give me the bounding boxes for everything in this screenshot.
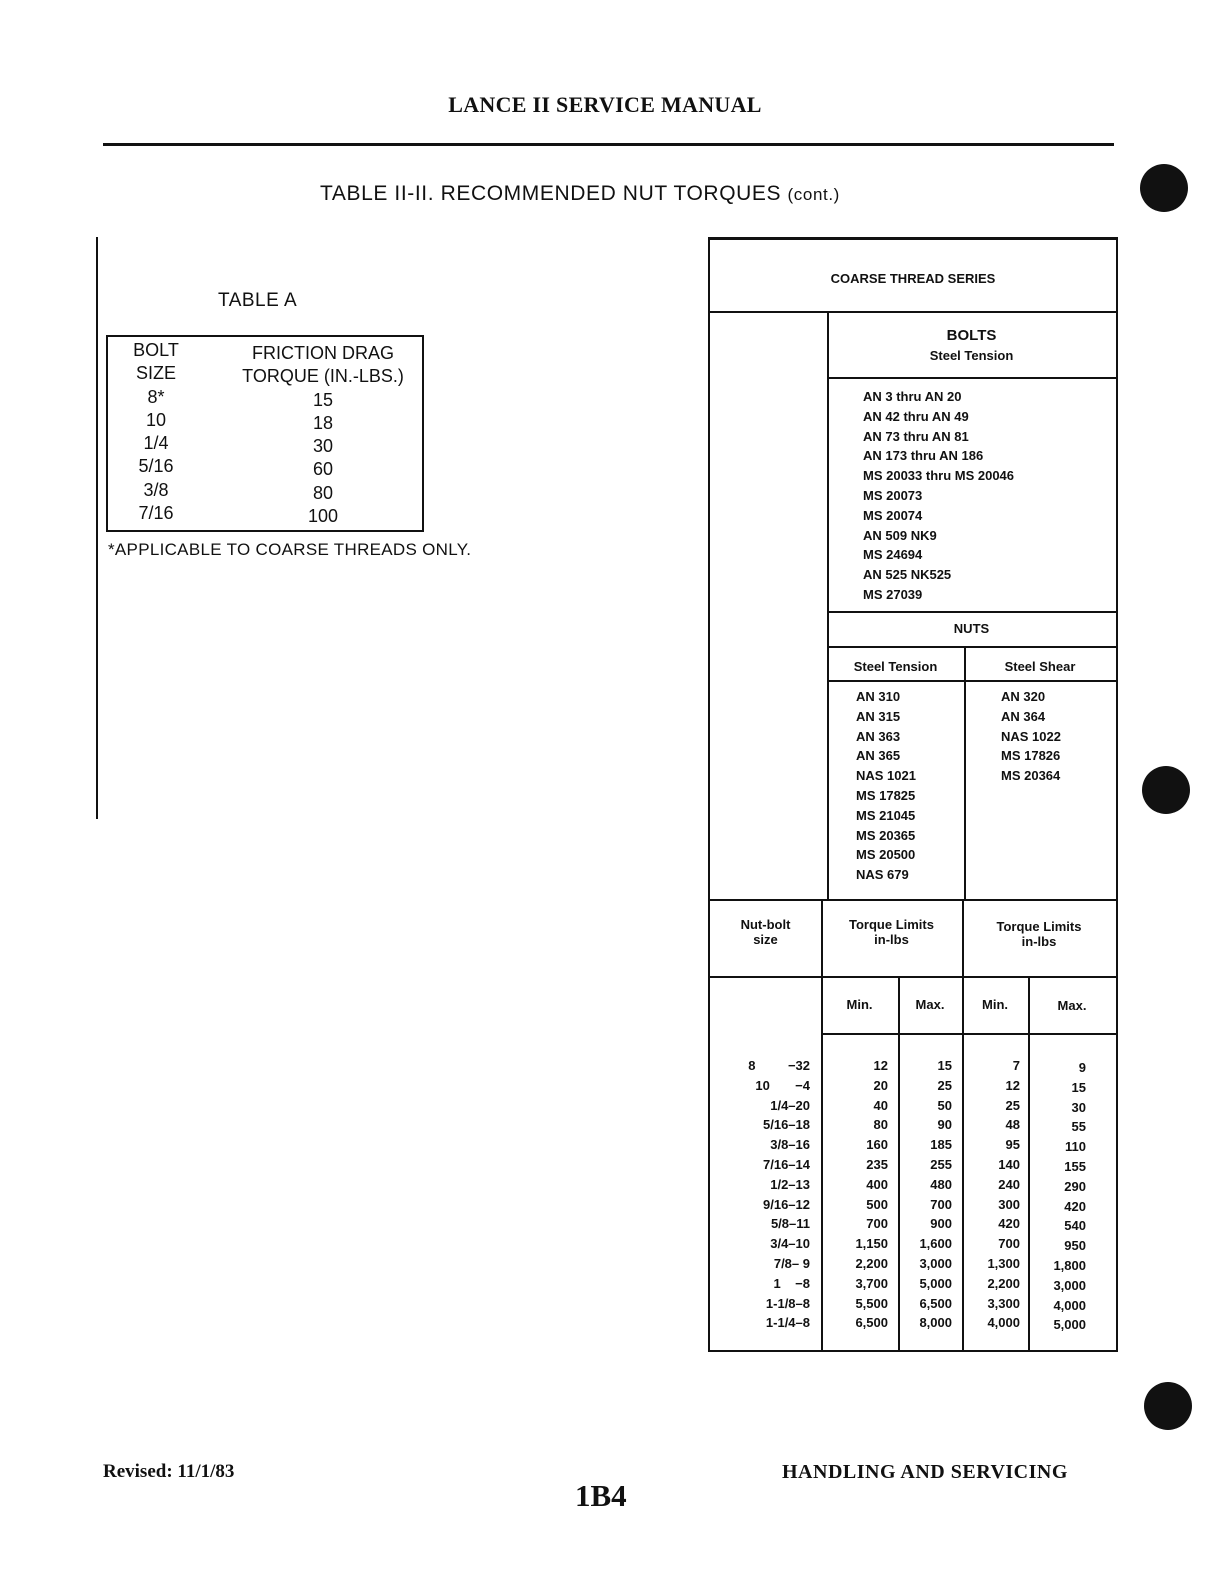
bolt-part: AN 509 NK9 (863, 527, 937, 543)
shear-min-value: 12 (1005, 1077, 1020, 1093)
rule (827, 377, 1116, 379)
rule (710, 899, 1116, 901)
shear-nut-list (1001, 687, 1061, 786)
nut-bolt-size: 7/8– 9 (773, 1255, 810, 1271)
revision-bar (96, 237, 98, 819)
shear-min-value: 240 (998, 1176, 1020, 1192)
table-a-bolt-header: BOLT (133, 340, 179, 360)
tension-min-value: 2,200 (855, 1255, 888, 1271)
nut-bolt-size: 5/8–11 (770, 1216, 810, 1232)
tension-nut: MS 20365 (856, 827, 916, 843)
tension-min-value: 80 (873, 1117, 888, 1133)
nut-bolt-size: 7/16–14 (763, 1156, 810, 1172)
shear-max-value: 420 (1064, 1198, 1086, 1214)
torque-limits-label: Torque Limits (849, 917, 934, 932)
coarse-thread-table (708, 237, 1118, 1352)
nut-bolt-size-header (710, 917, 821, 947)
tension-min-value: 20 (873, 1077, 888, 1093)
table-a-bolt-column (108, 339, 204, 525)
shear-min-value: 420 (998, 1216, 1020, 1232)
shear-min-value: 3,300 (987, 1295, 1020, 1311)
rule (964, 646, 966, 899)
tension-min-value: 3,700 (855, 1275, 888, 1291)
tension-max-value: 90 (937, 1117, 952, 1133)
page-number: 1B4 (575, 1478, 627, 1513)
tension-min-value: 6,500 (855, 1315, 888, 1331)
tension-limits-header (821, 917, 962, 947)
header-rule (103, 143, 1114, 146)
tension-max-value: 700 (930, 1196, 952, 1212)
nut-bolt-size: 1 −8 (773, 1275, 810, 1291)
shear-min-value: 4,000 (987, 1315, 1020, 1331)
binder-hole-top (1140, 164, 1188, 212)
nut-bolt-size: 1/4–20 (770, 1097, 810, 1113)
table-a-title: TABLE A (218, 290, 298, 311)
nut-bolt-size: 1-1/8–8 (765, 1295, 810, 1311)
rule (827, 646, 1116, 648)
shear-nut: AN 364 (1001, 708, 1046, 724)
rule (827, 680, 1116, 682)
nut-bolt-size: 8 −32 (748, 1058, 810, 1073)
shear-max-value: 290 (1064, 1178, 1086, 1194)
tension-max-value: 3,000 (919, 1255, 952, 1271)
bolt-part: AN 3 thru AN 20 (863, 389, 962, 404)
shear-max-value: 15 (1071, 1079, 1086, 1095)
table-a-torque-value: 30 (312, 436, 334, 457)
tension-min-value: 5,500 (855, 1295, 888, 1311)
table-a-bolt-size: 7/16 (138, 503, 174, 524)
rule (827, 311, 829, 899)
bolts-subtitle: Steel Tension (929, 348, 1014, 363)
shear-nut: AN 320 (1001, 689, 1046, 704)
tension-nut: MS 20500 (856, 847, 916, 863)
shear-min-value: 48 (1005, 1117, 1020, 1133)
size-column (718, 1056, 810, 1333)
nut-bolt-size-header-line: Nut-bolt (740, 917, 791, 932)
shear-min-column (964, 1056, 1020, 1333)
tension-max-value: 6,500 (919, 1295, 952, 1311)
tension-nut-list (856, 687, 916, 885)
shear-min-value: 700 (998, 1236, 1020, 1252)
table-a-torque-header: TORQUE (IN.-LBS.) (242, 366, 404, 387)
shear-max-value: 30 (1071, 1099, 1086, 1115)
nut-bolt-size: 1/2–13 (770, 1176, 810, 1192)
tension-nut: AN 363 (856, 728, 901, 744)
steel-tension-title: Steel Tension (853, 659, 938, 674)
tension-max-value: 8,000 (919, 1315, 952, 1331)
shear-limits-header (962, 919, 1116, 949)
binder-hole-bottom (1144, 1382, 1192, 1430)
table-a-torque-header: FRICTION DRAG (252, 343, 394, 363)
tension-min-value: 12 (873, 1058, 888, 1073)
bolt-part: MS 20074 (863, 507, 923, 523)
shear-min-value: 300 (998, 1196, 1020, 1212)
bolt-part-list (863, 387, 1014, 605)
table-a-bolt-size: 1/4 (143, 433, 169, 454)
shear-max-value: 9 (1078, 1060, 1086, 1075)
tension-min-column (824, 1056, 888, 1333)
tension-min-value: 500 (866, 1196, 888, 1212)
shear-max-header: Max. (1057, 998, 1087, 1013)
tension-max-value: 50 (937, 1097, 952, 1113)
shear-max-value: 4,000 (1053, 1297, 1086, 1313)
tension-max-value: 185 (930, 1137, 952, 1153)
table-a-bolt-size: 3/8 (143, 479, 169, 500)
table-a-torque-value: 100 (307, 506, 339, 527)
tension-nut: NAS 1021 (856, 768, 916, 784)
rule (710, 976, 1116, 978)
bolt-part: AN 73 thru AN 81 (863, 428, 969, 444)
table-a-torque-value: 15 (312, 389, 334, 410)
table-a-bolt-header: SIZE (135, 363, 176, 384)
nut-bolt-size-header-line: size (753, 932, 778, 947)
revision-date: Revised: 11/1/83 (103, 1461, 235, 1482)
table-a-bolt-size: 10 (145, 409, 167, 430)
shear-min-value: 1,300 (987, 1255, 1020, 1271)
tension-min-value: 400 (866, 1176, 888, 1192)
bolt-part: MS 24694 (863, 547, 923, 563)
shear-min-value: 25 (1005, 1097, 1020, 1113)
table-a-torque-value: 60 (312, 459, 334, 480)
bolt-part: MS 20033 thru MS 20046 (863, 468, 1015, 484)
manual-title: LANCE II SERVICE MANUAL (448, 92, 762, 117)
tension-min-value: 40 (873, 1097, 888, 1113)
rule (821, 899, 823, 1350)
torque-limits-label: Torque Limits (996, 919, 1082, 934)
shear-nut: MS 20364 (1001, 768, 1061, 784)
tension-max-column (900, 1056, 952, 1333)
tension-max-value: 255 (930, 1156, 952, 1172)
shear-max-value: 110 (1065, 1139, 1086, 1155)
bolt-part: MS 27039 (863, 586, 923, 602)
tension-min-value: 700 (866, 1216, 888, 1232)
shear-nut: MS 17826 (1001, 748, 1061, 764)
tension-nut: MS 21045 (856, 807, 916, 823)
table-a (106, 335, 424, 532)
shear-min-value: 7 (1012, 1058, 1020, 1073)
binder-hole-middle (1142, 766, 1190, 814)
table-caption-text: TABLE II-II. RECOMMENDED NUT TORQUES (320, 182, 782, 205)
nut-bolt-size: 9/16–12 (763, 1196, 810, 1212)
tension-min-value: 1,150 (855, 1236, 888, 1252)
torque-limits-unit: in-lbs (1021, 934, 1057, 949)
tension-max-value: 900 (930, 1216, 952, 1232)
tension-max-value: 480 (930, 1176, 952, 1192)
shear-max-value: 950 (1064, 1238, 1086, 1254)
tension-nut: NAS 679 (856, 867, 909, 883)
shear-max-value: 5,000 (1053, 1317, 1086, 1333)
nut-bolt-size: 1-1/4–8 (765, 1315, 810, 1331)
shear-max-value: 1,800 (1053, 1257, 1086, 1273)
bolt-part: AN 42 thru AN 49 (863, 408, 969, 424)
tension-nut: AN 315 (856, 708, 901, 724)
shear-min-value: 95 (1005, 1137, 1020, 1153)
nut-bolt-size: 5/16–18 (763, 1117, 810, 1133)
bolt-part: MS 20073 (863, 487, 923, 503)
nut-bolt-size: 3/4–10 (770, 1236, 810, 1252)
table-a-torque-value: 80 (312, 482, 334, 503)
table-caption (320, 182, 840, 206)
nuts-title: NUTS (953, 621, 990, 636)
rule (710, 311, 1116, 313)
table-a-footnote: *APPLICABLE TO COARSE THREADS ONLY. (108, 540, 472, 559)
nut-bolt-size: 3/8–16 (770, 1137, 810, 1153)
tension-max-header: Max. (915, 997, 945, 1012)
tension-min-header: Min. (846, 997, 873, 1012)
shear-min-value: 140 (998, 1156, 1020, 1172)
bolt-part: AN 525 NK525 (863, 567, 952, 583)
shear-max-value: 540 (1064, 1218, 1086, 1234)
rule (821, 1033, 1116, 1035)
table-a-bolt-size: 8* (147, 386, 165, 407)
tension-nut: MS 17825 (856, 787, 916, 803)
table-a-torque-column (224, 342, 422, 528)
rule (827, 611, 1116, 613)
nut-bolt-size: 10 −4 (755, 1077, 810, 1093)
shear-min-header: Min. (982, 997, 1008, 1012)
shear-max-column (1032, 1058, 1086, 1335)
tension-nut: AN 365 (856, 748, 901, 764)
shear-max-value: 155 (1064, 1158, 1086, 1174)
shear-nut: NAS 1022 (1001, 728, 1061, 744)
tension-min-value: 160 (866, 1137, 888, 1153)
shear-max-value: 55 (1071, 1119, 1086, 1135)
section-title: HANDLING AND SERVICING (782, 1461, 1068, 1483)
torque-limits-unit: in-lbs (874, 932, 909, 947)
tension-max-value: 1,600 (919, 1236, 952, 1252)
tension-max-value: 25 (937, 1077, 952, 1093)
table-caption-cont: (cont.) (787, 185, 840, 204)
tension-max-value: 5,000 (919, 1275, 952, 1291)
shear-max-value: 3,000 (1053, 1277, 1086, 1293)
bolts-title: BOLTS (946, 327, 997, 344)
tension-nut: AN 310 (856, 689, 901, 704)
tension-max-value: 15 (937, 1058, 952, 1073)
coarse-thread-title: COARSE THREAD SERIES (830, 271, 996, 286)
table-a-bolt-size: 5/16 (138, 456, 174, 477)
steel-shear-title: Steel Shear (1004, 659, 1076, 674)
shear-min-value: 2,200 (987, 1275, 1020, 1291)
tension-min-value: 235 (866, 1156, 888, 1172)
table-a-torque-value: 18 (312, 412, 334, 433)
bolt-part: AN 173 thru AN 186 (863, 448, 984, 464)
